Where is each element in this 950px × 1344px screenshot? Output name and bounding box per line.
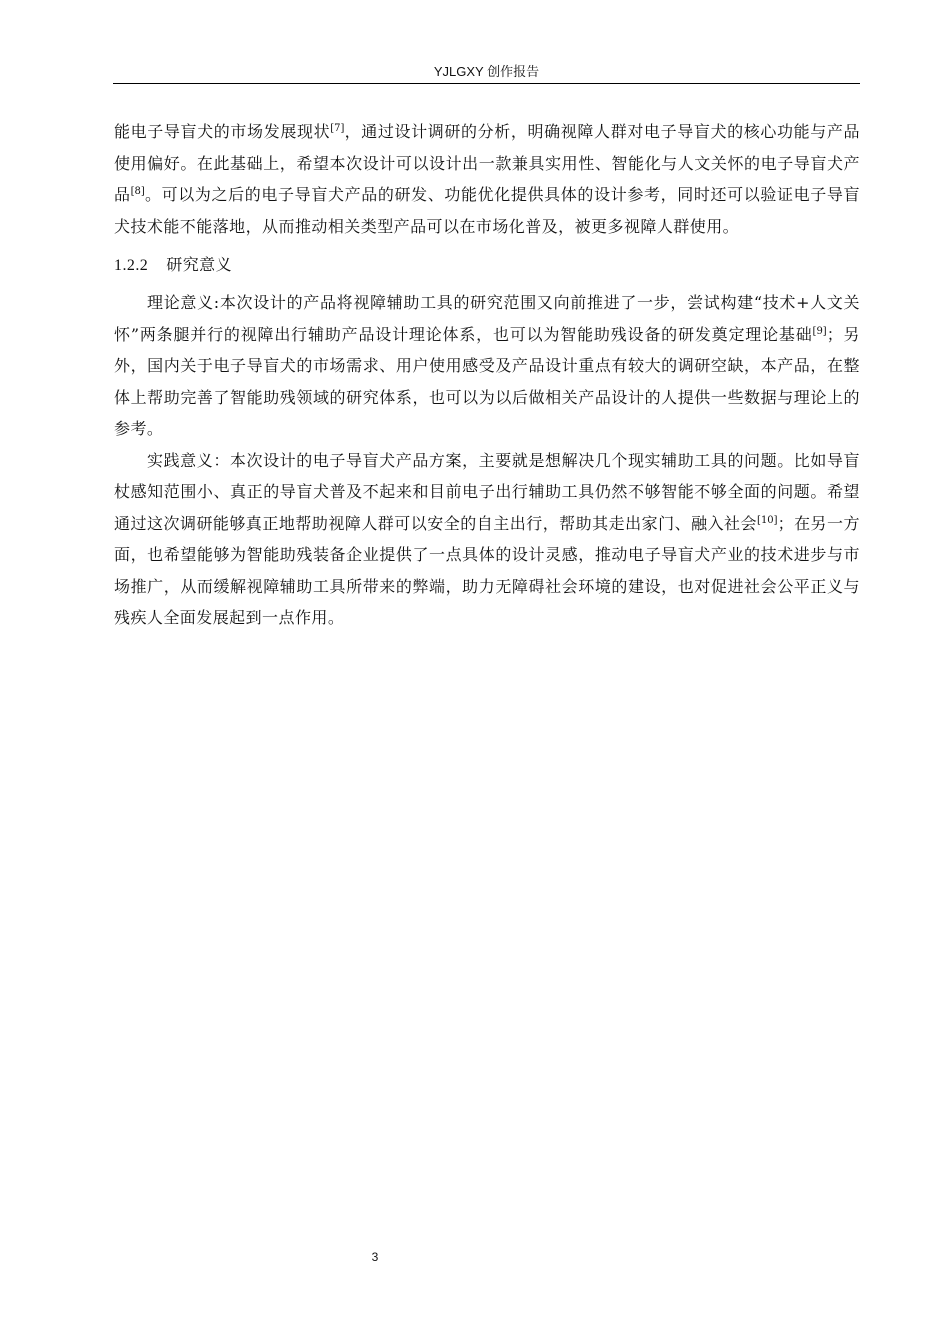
paragraph-text: ；另外，国内关于电子导盲犬的市场需求、用户使用感受及产品设计重点有较大的调研空缺，本产品，在整体上帮助完善了智能助残领域的研究体系，也可以为以后做相关产品设计的人提供一些数据与理论上的参考。 xyxy=(114,324,860,438)
paragraph-text: 。可以为之后的电子导盲犬产品的研发、功能优化提供具体的设计参考，同时还可以验证电子导盲犬技术能不能落地，从而推动相关类型产品可以在市场化普及，被更多视障人群使用。 xyxy=(114,185,860,236)
paragraph-text: ，通过设计调研的分析，明确视障人群对电子导盲犬的核心功能与产品使用偏好。在此基础上，希望本次设计可以设计出一款兼具实用性、智能化与人文关怀的电子导盲犬产品 xyxy=(114,122,860,204)
citation-marker: [10] xyxy=(757,514,778,526)
body-paragraph xyxy=(114,116,860,242)
section-heading xyxy=(114,250,860,281)
body-paragraph xyxy=(114,445,860,634)
paragraph-text: ；在另一方面，也希望能够为智能助残装备企业提供了一点具体的设计灵感，推动电子导盲犬产业的技术进步与市场推广，从而缓解视障辅助工具所带来的弊端，助力无障碍社会环境的建设，也对促进社会公平正义与残疾人全面发展起到一点作用。 xyxy=(114,513,860,627)
document-body xyxy=(114,116,860,634)
section-number: 1.2.2 xyxy=(114,257,149,274)
citation-marker: [8] xyxy=(130,186,145,197)
citation-marker: [7] xyxy=(330,123,345,134)
header-title: YJLGXY 创作报告 xyxy=(433,64,540,79)
paragraph-text: 实践意义：本次设计的电子导盲犬产品方案，主要就是想解决几个现实辅助工具的问题。比如导盲杖感知范围小、真正的导盲犬普及不起来和目前电子出行辅助工具仍然不够智能不够全面的问题。希望通过这次调研能够真正地帮助视障人群可以安全的自主出行，帮助其走出家门、融入社会 xyxy=(114,450,860,533)
page-number: 3 xyxy=(371,1250,379,1264)
page-header xyxy=(113,63,860,84)
citation-marker: [9] xyxy=(812,325,827,337)
body-paragraph xyxy=(114,287,860,445)
section-title: 研究意义 xyxy=(166,257,233,274)
paragraph-text: 能电子导盲犬的市场发展现状 xyxy=(114,122,331,141)
paragraph-text: 理论意义:本次设计的产品将视障辅助工具的研究范围又向前推进了一步，尝试构建“技术+人文关怀”两条腿并行的视障出行辅助产品设计理论体系，也可以为智能助残设备的研发奠定理论基础 xyxy=(114,293,860,344)
